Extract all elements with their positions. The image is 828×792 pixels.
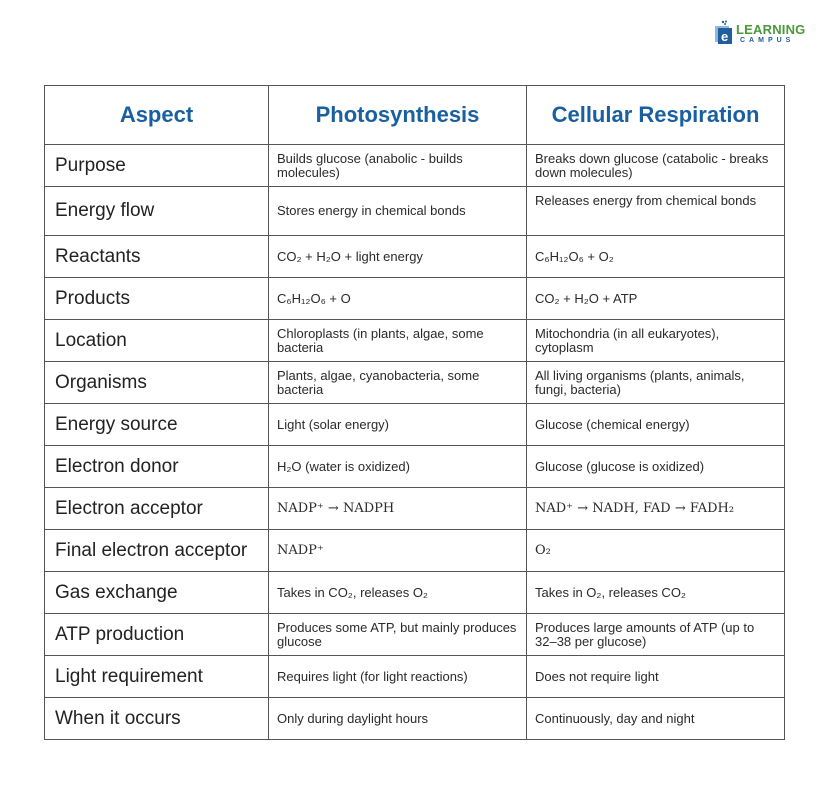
aspect-cell: Energy source (45, 404, 269, 446)
aspect-cell: Reactants (45, 236, 269, 278)
aspect-cell: Organisms (45, 362, 269, 404)
header-cellular-respiration: Cellular Respiration (527, 86, 785, 145)
table-row (45, 278, 785, 320)
respiration-cell: Glucose (glucose is oxidized) (527, 446, 785, 488)
aspect-cell: Electron donor (45, 446, 269, 488)
respiration-cell: Breaks down glucose (catabolic - breaks down molecules) (527, 145, 785, 187)
table-row (45, 614, 785, 656)
aspect-cell: When it occurs (45, 698, 269, 740)
aspect-cell: Products (45, 278, 269, 320)
photosynthesis-cell: C₆H₁₂O₆ + O (269, 278, 527, 320)
header-photosynthesis: Photosynthesis (269, 86, 527, 145)
aspect-cell: Electron acceptor (45, 488, 269, 530)
photosynthesis-cell: Takes in CO₂, releases O₂ (269, 572, 527, 614)
aspect-cell: Light requirement (45, 656, 269, 698)
respiration-cell: Takes in O₂, releases CO₂ (527, 572, 785, 614)
respiration-cell: Mitochondria (in all eukaryotes), cytoplasm (527, 320, 785, 362)
table-row (45, 145, 785, 187)
respiration-cell: CO₂ + H₂O + ATP (527, 278, 785, 320)
svg-text:e: e (721, 29, 729, 44)
table-row (45, 404, 785, 446)
photosynthesis-cell: Chloroplasts (in plants, algae, some bacteria (269, 320, 527, 362)
table-row (45, 187, 785, 236)
photosynthesis-cell: Light (solar energy) (269, 404, 527, 446)
respiration-cell: Produces large amounts of ATP (up to 32–38 per glucose) (527, 614, 785, 656)
respiration-cell: Releases energy from chemical bonds (527, 187, 785, 236)
table-row (45, 236, 785, 278)
table-row (45, 446, 785, 488)
photosynthesis-cell: NADP⁺ (269, 530, 527, 572)
aspect-cell: ATP production (45, 614, 269, 656)
aspect-cell: Purpose (45, 145, 269, 187)
photosynthesis-cell: NADP⁺ → NADPH (269, 488, 527, 530)
respiration-cell: O₂ (527, 530, 785, 572)
photosynthesis-cell: Plants, algae, cyanobacteria, some bacteria (269, 362, 527, 404)
table-row (45, 320, 785, 362)
respiration-cell: Continuously, day and night (527, 698, 785, 740)
photosynthesis-cell: Produces some ATP, but mainly produces glucose (269, 614, 527, 656)
respiration-cell: Glucose (chemical energy) (527, 404, 785, 446)
aspect-cell: Gas exchange (45, 572, 269, 614)
table-row (45, 530, 785, 572)
logo-text-campus: CAMPUS (740, 37, 795, 44)
header-aspect: Aspect (45, 86, 269, 145)
photosynthesis-cell: CO₂ + H₂O + light energy (269, 236, 527, 278)
comparison-table (44, 85, 785, 740)
respiration-cell: C₆H₁₂O₆ + O₂ (527, 236, 785, 278)
photosynthesis-cell: Stores energy in chemical bonds (269, 187, 527, 236)
logo-text-learning: LEARNING (736, 22, 806, 37)
header-row (45, 86, 785, 145)
table-row (45, 698, 785, 740)
photosynthesis-cell: H₂O (water is oxidized) (269, 446, 527, 488)
table-row (45, 362, 785, 404)
table-row (45, 488, 785, 530)
aspect-cell: Final electron acceptor (45, 530, 269, 572)
respiration-cell: Does not require light (527, 656, 785, 698)
table-row (45, 656, 785, 698)
book-logo-icon (714, 20, 736, 44)
aspect-cell: Location (45, 320, 269, 362)
respiration-cell: All living organisms (plants, animals, fungi, bacteria) (527, 362, 785, 404)
elearning-campus-logo (714, 14, 806, 48)
photosynthesis-cell: Requires light (for light reactions) (269, 656, 527, 698)
photosynthesis-cell: Only during daylight hours (269, 698, 527, 740)
aspect-cell: Energy flow (45, 187, 269, 236)
respiration-cell: NAD⁺ → NADH, FAD → FADH₂ (527, 488, 785, 530)
photosynthesis-cell: Builds glucose (anabolic - builds molecules) (269, 145, 527, 187)
table-row (45, 572, 785, 614)
